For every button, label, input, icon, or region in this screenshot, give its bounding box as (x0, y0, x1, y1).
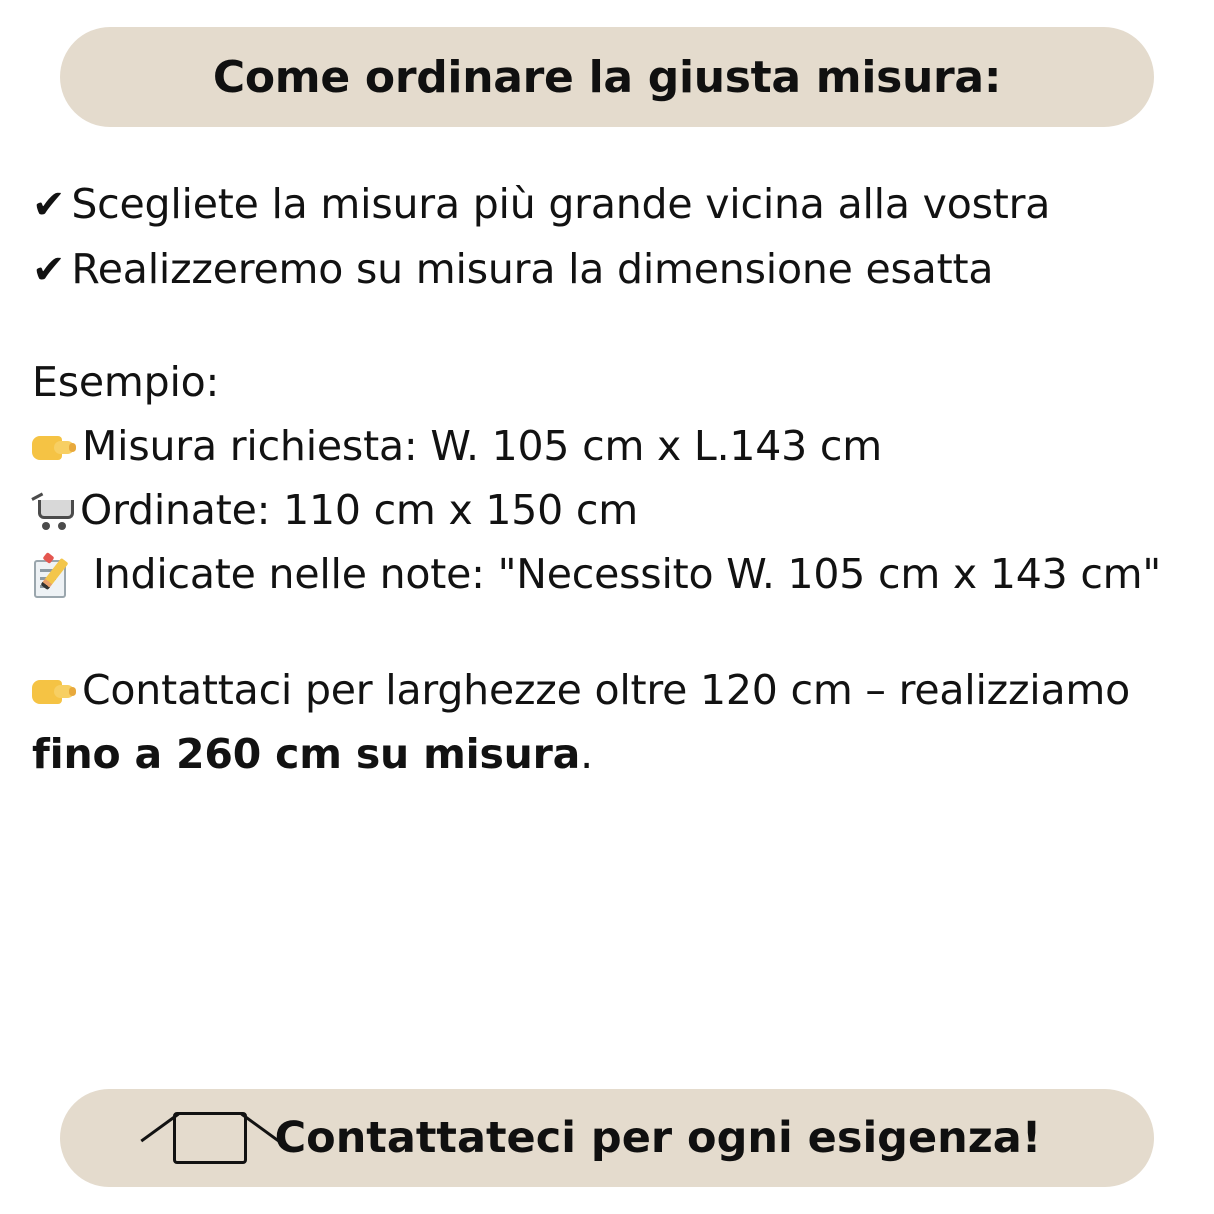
contact-note (32, 658, 1192, 786)
check-icon: ✔ (32, 182, 66, 228)
example-item-2 (32, 478, 1192, 542)
contact-note-suffix: . (580, 730, 593, 778)
pointing-hand-icon (32, 676, 76, 708)
page-title: Come ordinare la giusta misura: (212, 51, 1002, 103)
content-body (32, 172, 1192, 786)
memo-pencil-icon (32, 558, 74, 596)
spacer (32, 606, 1192, 658)
header-banner (60, 27, 1154, 127)
bullet-item-1 (32, 172, 1192, 237)
contact-note-emphasis: fino a 260 cm su misura (32, 730, 581, 778)
example-item-1 (32, 414, 1192, 478)
footer-title: Contattateci per ogni esigenza! (274, 1113, 1042, 1163)
shopping-cart-icon (32, 496, 74, 530)
envelope-icon (173, 1112, 247, 1164)
pointing-hand-icon (32, 432, 76, 464)
example-label: Esempio: (32, 358, 220, 406)
footer-banner[interactable] (60, 1089, 1154, 1187)
example-item-3-text: Indicate nelle note: "Necessito W. 105 cm x 143 cm" (92, 550, 1162, 598)
example-item-2-text: Ordinate: 110 cm x 150 cm (80, 486, 638, 534)
contact-note-text: Contattaci per larghezze oltre 120 cm – realizziamo (82, 666, 1131, 714)
bullet-item-2 (32, 237, 1192, 302)
bullet-item-1-text: Scegliete la misura più grande vicina alla vostra (71, 180, 1051, 228)
example-item-1-text: Misura richiesta: W. 105 cm x L.143 cm (82, 422, 882, 470)
check-icon: ✔ (32, 247, 66, 293)
example-item-3 (32, 542, 1192, 606)
bullet-item-2-text: Realizzeremo su misura la dimensione esatta (71, 245, 994, 293)
spacer (32, 302, 1192, 350)
